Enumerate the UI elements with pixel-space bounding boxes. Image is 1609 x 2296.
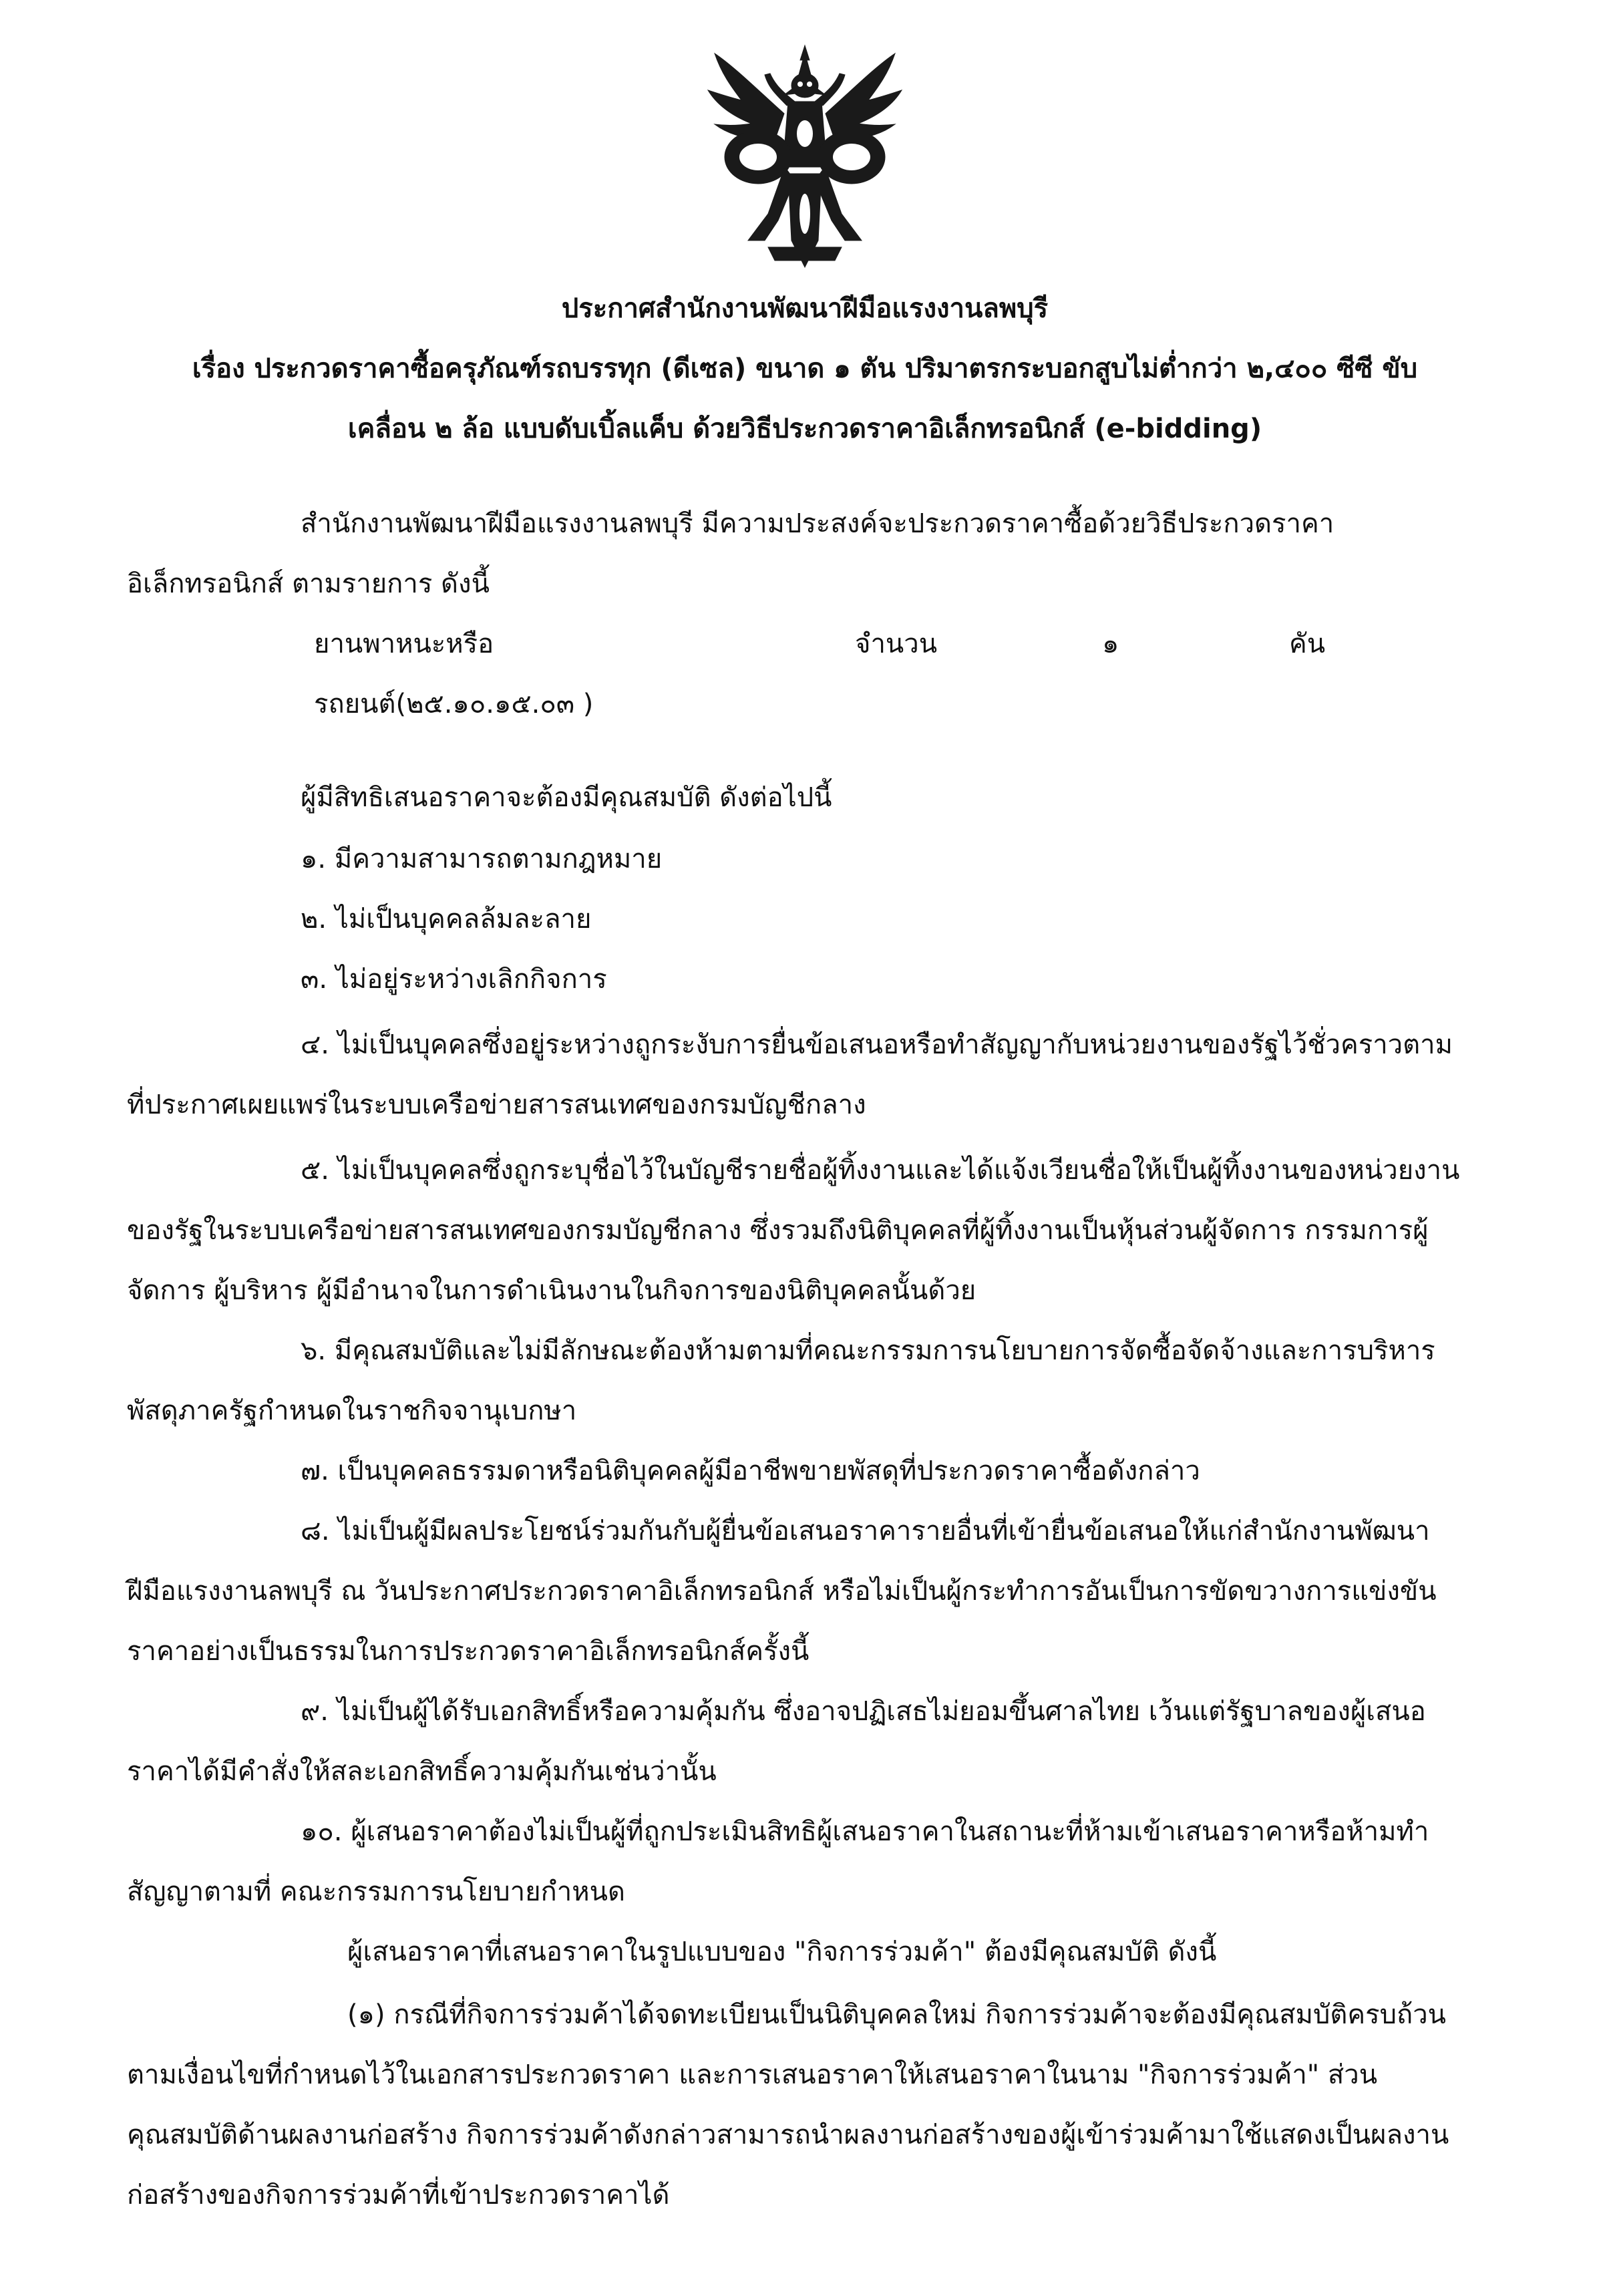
- qualification-line: ๖. มีคุณสมบัติและไม่มีลักษณะต้องห้ามตามที่คณะกรรมการนโยบายการจัดซื้อจัดจ้างและการบริหาร: [301, 1335, 1435, 1366]
- item-name-line-2: รถยนต์(๒๕.๑๐.๑๕.๐๓ ): [314, 689, 594, 719]
- qualification-line: ของรัฐในระบบเครือข่ายสารสนเทศของกรมบัญชีกลาง ซึ่งรวมถึงนิติบุคคลที่ผู้ทิ้งงานเป็นหุ้นส่วนผู้จัดการ กรรมการผู้: [127, 1215, 1429, 1246]
- qualification-line: ๗. เป็นบุคคลธรรมดาหรือนิติบุคคลผู้มีอาชีพขายพัสดุที่ประกวดราคาซื้อดังกล่าว: [301, 1456, 1200, 1486]
- item-qty: ๑: [1102, 629, 1119, 659]
- item-qty-label: จำนวน: [855, 629, 938, 659]
- qualification-line: คุณสมบัติด้านผลงานก่อสร้าง กิจการร่วมค้าดังกล่าวสามารถนำผลงานก่อสร้างของผู้เข้าร่วมค้ามาใช้แสดงเป็นผลงาน: [127, 2120, 1449, 2150]
- announcement-subject-line-1: เรื่อง ประกวดราคาซื้อครุภัณฑ์รถบรรทุก (ดีเซล) ขนาด ๑ ตัน ปริมาตรกระบอกสูบไม่ต่ำกว่า ๒,๔๐๐ ซีซี ขับ: [192, 353, 1418, 384]
- qualification-line: ๔. ไม่เป็นบุคคลซึ่งอยู่ระหว่างถูกระงับการยื่นข้อเสนอหรือทำสัญญากับหน่วยงานของรัฐไว้ชั่วคราวตาม: [301, 1029, 1453, 1060]
- qualification-line: พัสดุภาครัฐกำหนดในราชกิจจานุเบกษา: [127, 1396, 577, 1426]
- qualification-line: ราคาได้มีคำสั่งให้สละเอกสิทธิ์ความคุ้มกันเช่นว่านั้น: [127, 1756, 717, 1787]
- joint-venture-heading: ผู้เสนอราคาที่เสนอราคาในรูปแบบของ "กิจการร่วมค้า" ต้องมีคุณสมบัติ ดังนี้: [347, 1937, 1217, 1967]
- announcement-title: ประกาศสำนักงานพัฒนาฝีมือแรงงานลพบุรี: [561, 293, 1049, 324]
- qualification-line: ฝีมือแรงงานลพบุรี ณ วันประกาศประกวดราคาอิเล็กทรอนิกส์ หรือไม่เป็นผู้กระทำการอันเป็นการขัดขวางการแข่งขัน: [127, 1576, 1437, 1607]
- qualification-line: ๒. ไม่เป็นบุคคลล้มละลาย: [301, 904, 592, 935]
- qualification-line: ตามเงื่อนไขที่กำหนดไว้ในเอกสารประกวดราคา และการเสนอราคาให้เสนอราคาในนาม "กิจการร่วมค้า" ส่วน: [127, 2060, 1378, 2090]
- announcement-subject-line-2: เคลื่อน ๒ ล้อ แบบดับเบิ้ลแค็บ ด้วยวิธีประกวดราคาอิเล็กทรอนิกส์ (e-bidding): [347, 414, 1262, 444]
- garuda-emblem-icon: [701, 40, 908, 287]
- qualification-line: สัญญาตามที่ คณะกรรมการนโยบายกำหนด: [127, 1876, 625, 1907]
- qualification-line: ๕. ไม่เป็นบุคคลซึ่งถูกระบุชื่อไว้ในบัญชีรายชื่อผู้ทิ้งงานและได้แจ้งเวียนชื่อให้เป็นผู้ทิ้งงานของหน่วยงาน: [301, 1155, 1460, 1186]
- item-name-line-1: ยานพาหนะหรือ: [314, 629, 494, 659]
- qualification-line: ก่อสร้างของกิจการร่วมค้าที่เข้าประกวดราคาได้: [127, 2180, 670, 2210]
- qualification-line: ๑. มีความสามารถตามกฎหมาย: [301, 844, 663, 874]
- intro-line-2: อิเล็กทรอนิกส์ ตามรายการ ดังนี้: [127, 568, 490, 599]
- qualification-line: ๓. ไม่อยู่ระหว่างเลิกกิจการ: [301, 964, 607, 995]
- qualification-line: ๘. ไม่เป็นผู้มีผลประโยชน์ร่วมกันกับผู้ยื่นข้อเสนอราคารายอื่นที่เข้ายื่นข้อเสนอให้แก่สำนักงานพัฒนา: [301, 1516, 1430, 1546]
- item-unit: คัน: [1289, 629, 1326, 659]
- intro-line-1: สำนักงานพัฒนาฝีมือแรงงานลพบุรี มีความประสงค์จะประกวดราคาซื้อด้วยวิธีประกวดราคา: [301, 508, 1334, 539]
- qualification-line: ราคาอย่างเป็นธรรมในการประกวดราคาอิเล็กทรอนิกส์ครั้งนี้: [127, 1636, 810, 1667]
- qualification-line: ๙. ไม่เป็นผู้ได้รับเอกสิทธิ์หรือความคุ้มกัน ซึ่งอาจปฏิเสธไม่ยอมขึ้นศาลไทย เว้นแต่รัฐบาลของผู้เสนอ: [301, 1696, 1426, 1727]
- qualifications-heading: ผู้มีสิทธิเสนอราคาจะต้องมีคุณสมบัติ ดังต่อไปนี้: [301, 782, 832, 813]
- qualification-line: (๑) กรณีที่กิจการร่วมค้าได้จดทะเบียนเป็นนิติบุคคลใหม่ กิจการร่วมค้าจะต้องมีคุณสมบัติครบถ้วน: [347, 1999, 1447, 2030]
- qualification-line: ๑๐. ผู้เสนอราคาต้องไม่เป็นผู้ที่ถูกประเมินสิทธิผู้เสนอราคาในสถานะที่ห้ามเข้าเสนอราคาหรือห้ามทำ: [301, 1816, 1429, 1847]
- qualification-line: จัดการ ผู้บริหาร ผู้มีอำนาจในการดำเนินงานในกิจการของนิติบุคคลนั้นด้วย: [127, 1275, 976, 1306]
- qualification-line: ที่ประกาศเผยแพร่ในระบบเครือข่ายสารสนเทศของกรมบัญชีกลาง: [127, 1090, 866, 1120]
